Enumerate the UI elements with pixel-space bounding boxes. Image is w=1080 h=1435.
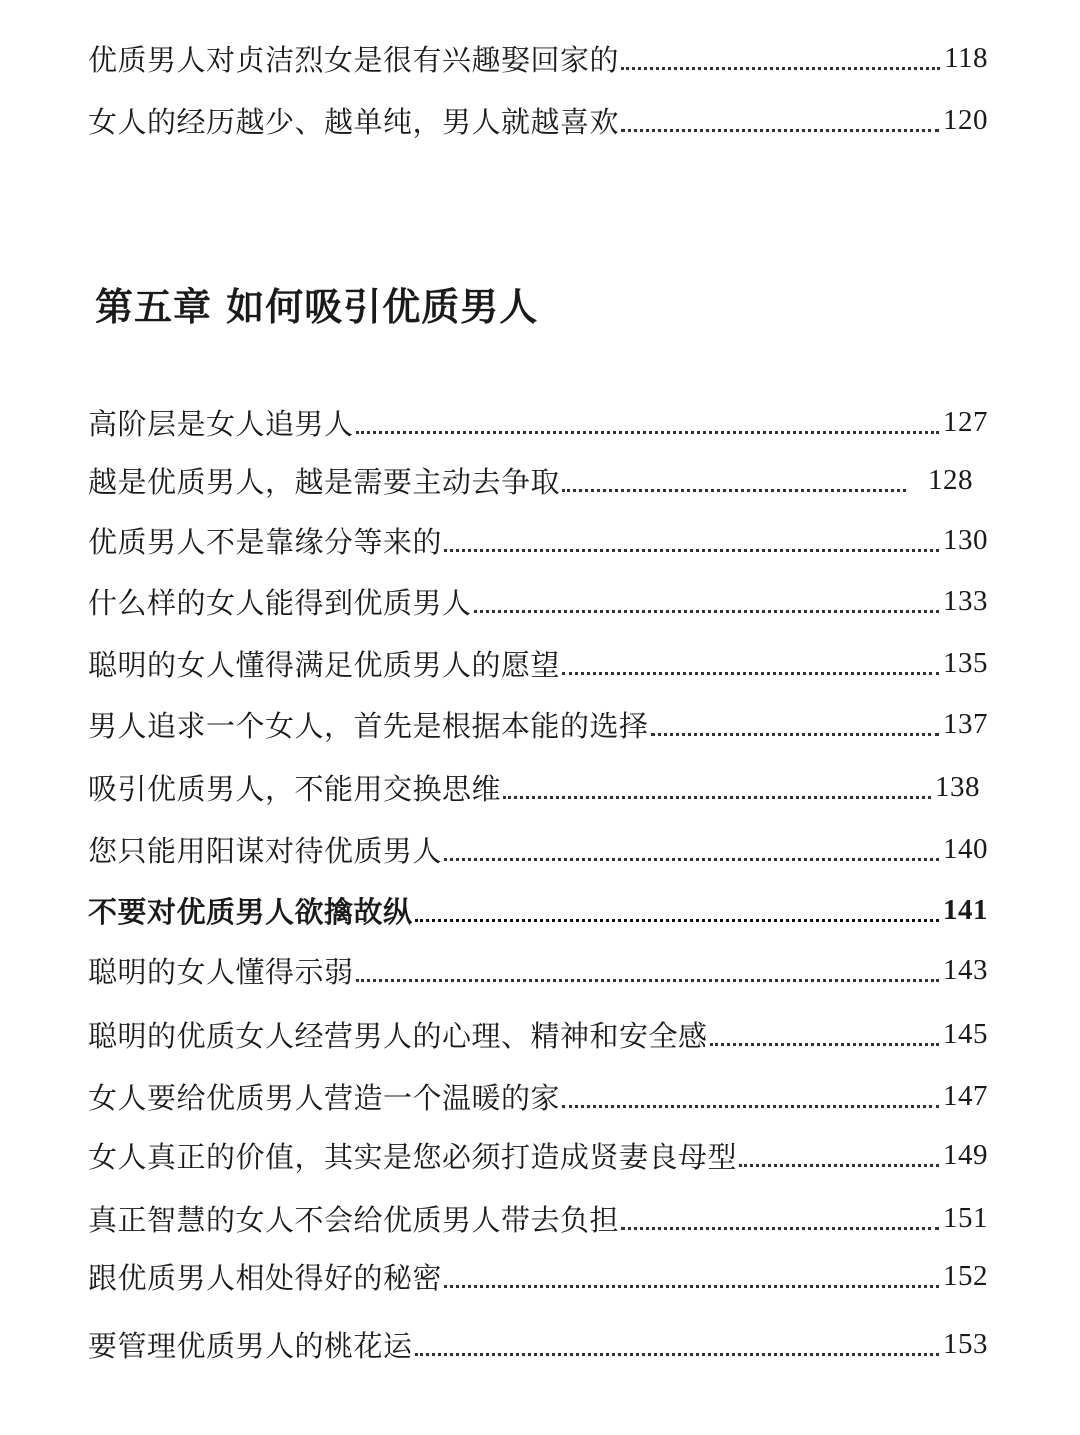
toc-entry[interactable] [88,702,988,746]
toc-dot-leader [621,67,940,70]
toc-dot-leader [621,129,939,132]
toc-dot-leader [651,733,939,736]
toc-entry[interactable] [88,765,980,809]
toc-entry[interactable] [88,641,988,685]
toc-entry-page: 120 [943,103,988,136]
toc-entry-page: 135 [943,646,988,679]
toc-dot-leader [444,858,939,861]
toc-entry[interactable] [88,948,988,992]
toc-entry-title: 女人真正的价值，其实是您必须打造成贤妻良母型 [88,1139,738,1174]
toc-dot-leader [562,1105,939,1108]
toc-entry-page: 127 [943,405,988,438]
toc-dot-leader [356,431,939,434]
toc-dot-leader [356,979,939,982]
chapter-heading: 第五章 如何吸引优质男人 [95,285,539,329]
toc-entry-title: 优质男人不是靠缘分等来的 [88,524,443,559]
toc-entry[interactable] [88,98,988,142]
toc-entry-page: 147 [943,1079,988,1112]
toc-entry[interactable] [88,458,973,502]
toc-dot-leader [474,610,939,613]
toc-entry-title: 跟优质男人相处得好的秘密 [88,1260,443,1295]
toc-entry[interactable] [88,1012,988,1056]
toc-entry-page: 138 [935,770,980,803]
toc-entry-title: 女人要给优质男人营造一个温暖的家 [88,1080,561,1115]
toc-dot-leader [710,1043,939,1046]
toc-entry[interactable] [88,400,988,444]
toc-dot-leader [621,1227,939,1230]
toc-entry-page: 128 [928,463,973,496]
toc-dot-leader [444,549,939,552]
toc-dot-leader [444,1285,939,1288]
toc-entry-page: 153 [943,1327,988,1360]
toc-entry[interactable] [88,518,988,562]
toc-entry-title: 越是优质男人，越是需要主动去争取 [88,464,561,499]
toc-entry-page: 133 [943,584,988,617]
toc-entry-page: 130 [943,523,988,556]
toc-entry[interactable] [88,1322,988,1366]
toc-entry-page: 152 [943,1259,988,1292]
toc-entry-page: 118 [944,41,988,74]
toc-entry-page: 143 [943,953,988,986]
toc-entry-title: 不要对优质男人欲擒故纵 [88,894,413,929]
toc-entry[interactable] [88,1254,988,1298]
toc-entry-title: 吸引优质男人，不能用交换思维 [88,771,502,806]
toc-entry-title: 真正智慧的女人不会给优质男人带去负担 [88,1202,620,1237]
toc-entry[interactable] [88,1074,988,1118]
toc-entry-page: 149 [943,1138,988,1171]
toc-entry-title: 男人追求一个女人，首先是根据本能的选择 [88,708,649,743]
toc-dot-leader [503,796,931,799]
toc-entry-title: 您只能用阳谋对待优质男人 [88,833,443,868]
toc-entry-page: 141 [943,893,988,926]
toc-entry-title: 聪明的女人懂得满足优质男人的愿望 [88,647,561,682]
toc-entry-title: 聪明的女人懂得示弱 [88,954,354,989]
toc-entry-page: 140 [943,832,988,865]
toc-entry[interactable] [88,1196,988,1240]
toc-dot-leader [415,919,939,922]
toc-entry-highlighted[interactable] [88,888,988,932]
toc-entry-title: 聪明的优质女人经营男人的心理、精神和安全感 [88,1018,708,1053]
toc-entry-page: 145 [943,1017,988,1050]
toc-entry[interactable] [88,827,988,871]
toc-entry-title: 什么样的女人能得到优质男人 [88,585,472,620]
toc-entry[interactable] [88,579,988,623]
toc-entry-title: 高阶层是女人追男人 [88,406,354,441]
toc-dot-leader [739,1164,939,1167]
toc-entry-title: 女人的经历越少、越单纯，男人就越喜欢 [88,104,620,139]
toc-entry-page: 151 [943,1201,988,1234]
toc-entry-title: 优质男人对贞洁烈女是很有兴趣娶回家的 [88,42,620,77]
toc-entry[interactable] [88,36,988,80]
toc-entry-page: 137 [943,707,988,740]
toc-dot-leader [415,1353,939,1356]
toc-entry[interactable] [88,1133,988,1177]
toc-entry-title: 要管理优质男人的桃花运 [88,1328,413,1363]
toc-dot-leader [562,489,906,492]
toc-dot-leader [562,672,939,675]
